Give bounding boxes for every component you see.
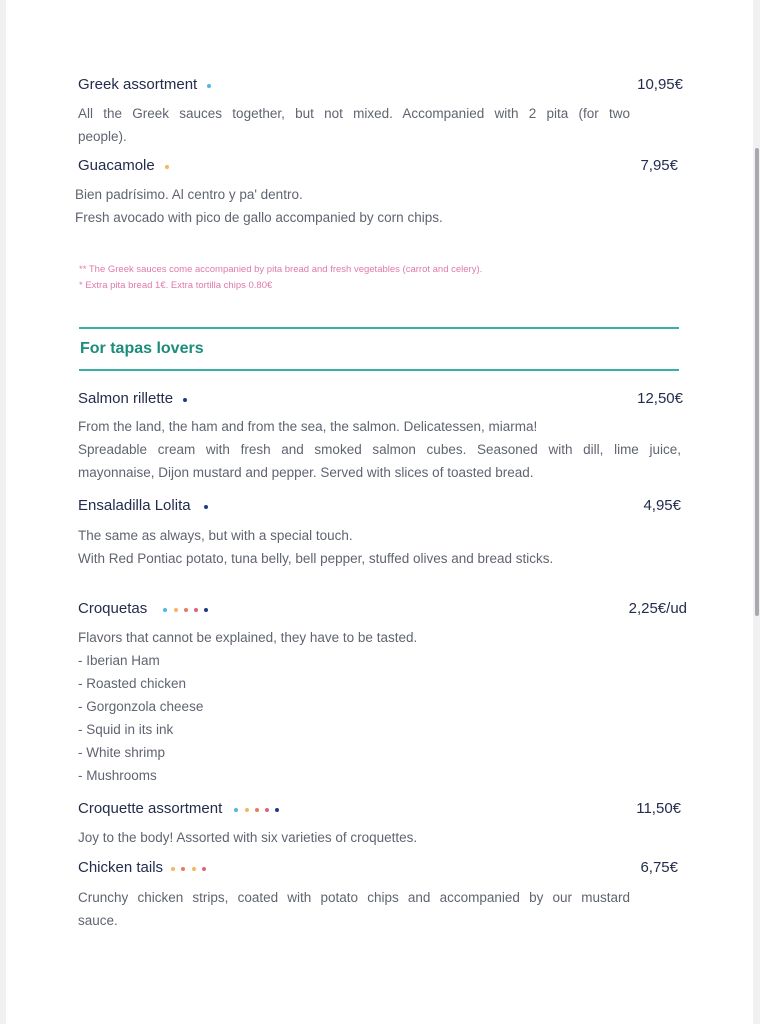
allergen-dot: [204, 505, 208, 509]
description-line: mayonnaise, Dijon mustard and pepper. Served with slices of toasted bread.: [78, 465, 534, 480]
item-name-guacamole: Guacamole: [78, 157, 171, 175]
item-name-salmon-rillette: Salmon rillette: [78, 390, 189, 408]
description-line: - Iberian Ham: [78, 653, 160, 668]
section-title: For tapas lovers: [80, 340, 204, 357]
footnote: ** The Greek sauces come accompanied by pita bread and fresh vegetables (carrot and celery).: [79, 264, 483, 275]
item-price-greek-assortment: 10,95€: [637, 76, 683, 93]
description-line: Crunchy chicken strips, coated with potato chips and accompanied by our mustard: [78, 890, 630, 905]
item-price-croquetas: 2,25€/ud: [628, 600, 687, 617]
description-line: The same as always, but with a special touch.: [78, 528, 353, 543]
allergen-dots: [163, 601, 210, 618]
item-name-greek-assortment: Greek assortment: [78, 76, 213, 94]
description-line: Joy to the body! Assorted with six varieties of croquettes.: [78, 830, 418, 845]
allergen-dots: [207, 77, 213, 94]
description-line: Spreadable cream with fresh and smoked salmon cubes. Seasoned with dill, lime juice,: [78, 442, 681, 457]
allergen-dot: [174, 608, 178, 612]
item-price-ensaladilla-lolita: 4,95€: [643, 497, 681, 514]
scrollbar[interactable]: [753, 0, 760, 1024]
item-description-guacamole: [75, 183, 675, 229]
description-line: - Squid in its ink: [78, 722, 174, 737]
description-line: All the Greek sauces together, but not mixed. Accompanied with 2 pita (for two: [78, 106, 630, 121]
item-price-guacamole: 7,95€: [640, 157, 678, 174]
menu-page: [6, 0, 753, 1024]
allergen-dot: [171, 867, 175, 871]
allergen-dots: [204, 498, 210, 515]
item-name-ensaladilla-lolita: Ensaladilla Lolita: [78, 497, 210, 515]
allergen-dot: [183, 398, 187, 402]
allergen-dot: [265, 808, 269, 812]
description-line: - Mushrooms: [78, 768, 157, 783]
item-price-chicken-tails: 6,75€: [640, 859, 678, 876]
item-description-croquette-assortment: [78, 826, 681, 849]
description-line: - White shrimp: [78, 745, 166, 760]
allergen-dot: [202, 867, 206, 871]
allergen-dots: [165, 158, 171, 175]
allergen-dot: [165, 165, 169, 169]
allergen-dot: [204, 608, 208, 612]
description-line: With Red Pontiac potato, tuna belly, bell pepper, stuffed olives and bread sticks.: [78, 551, 554, 566]
allergen-dot: [184, 608, 188, 612]
description-line: From the land, the ham and from the sea, the salmon. Delicatessen, miarma!: [78, 419, 538, 434]
allergen-dot: [255, 808, 259, 812]
description-line: Bien padrísimo. Al centro y pa' dentro.: [75, 187, 303, 202]
allergen-dot: [163, 608, 167, 612]
description-line: Fresh avocado with pico de gallo accompanied by corn chips.: [75, 210, 443, 225]
allergen-dots: [171, 860, 208, 877]
item-name-chicken-tails: Chicken tails: [78, 859, 208, 877]
description-line: people).: [78, 129, 127, 144]
section-rule-bottom: [79, 369, 679, 371]
item-description-ensaladilla-lolita: [78, 524, 681, 570]
section-rule-top: [79, 327, 679, 329]
allergen-dot: [181, 867, 185, 871]
description-line: - Gorgonzola cheese: [78, 699, 204, 714]
allergen-dots: [234, 801, 281, 818]
item-description-greek-assortment: [78, 102, 630, 148]
footnote: * Extra pita bread 1€. Extra tortilla chips 0.80€: [79, 280, 273, 291]
description-line: Flavors that cannot be explained, they have to be tasted.: [78, 630, 418, 645]
description-line: sauce.: [78, 913, 118, 928]
allergen-dot: [234, 808, 238, 812]
description-line: - Roasted chicken: [78, 676, 187, 691]
allergen-dot: [194, 608, 198, 612]
footnotes: [79, 262, 482, 294]
item-price-croquette-assortment: 11,50€: [636, 800, 681, 817]
item-description-chicken-tails: [78, 886, 630, 932]
allergen-dot: [192, 867, 196, 871]
item-name-croquetas: Croquetas: [78, 600, 210, 618]
item-price-salmon-rillette: 12,50€: [637, 390, 683, 407]
allergen-dot: [275, 808, 279, 812]
scrollbar-thumb[interactable]: [755, 148, 759, 616]
item-description-salmon-rillette: [78, 415, 681, 484]
item-name-croquette-assortment: Croquette assortment: [78, 800, 281, 818]
allergen-dot: [245, 808, 249, 812]
item-description-croquetas: [78, 626, 681, 787]
allergen-dot: [207, 84, 211, 88]
allergen-dots: [183, 391, 189, 408]
